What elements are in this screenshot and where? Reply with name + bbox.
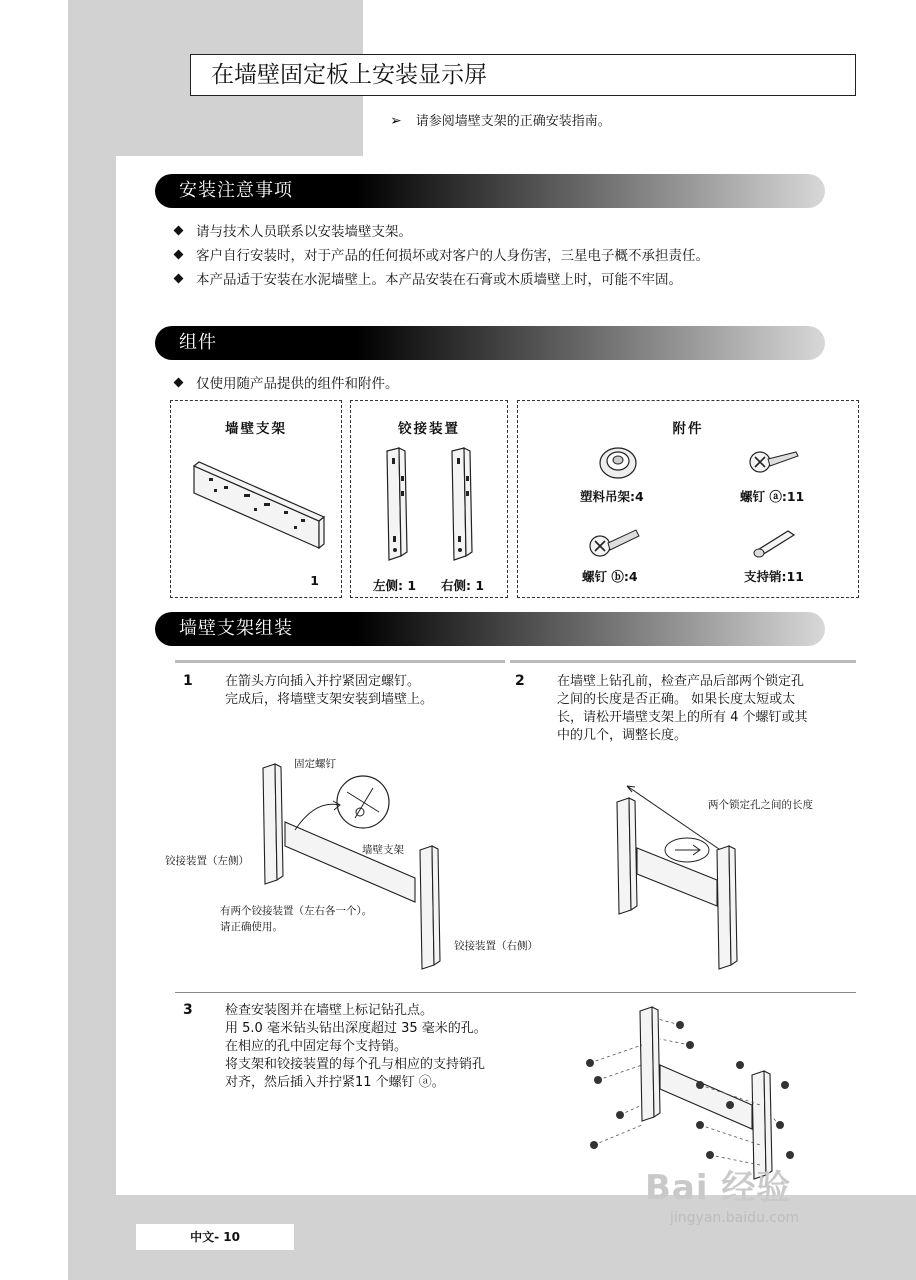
hinge-right-illustration: [444, 446, 474, 568]
step-number: 3: [183, 1002, 193, 1018]
wall-bracket-illustration: [189, 456, 329, 551]
install-note: [390, 110, 611, 129]
diamond-bullet-icon: [174, 226, 184, 236]
accessory-label: 螺钉 ⓑ:4: [582, 569, 638, 584]
baidu-watermark: Bai 经验: [645, 1168, 792, 1208]
accessory-label: 螺钉 ⓐ:11: [740, 489, 805, 504]
components-note: 仅使用随产品提供的组件和附件。: [175, 372, 399, 392]
step-separator: [175, 992, 856, 993]
diamond-bullet-icon: [174, 250, 184, 260]
baidu-watermark-url: jingyan.baidu.com: [670, 1210, 800, 1226]
label-hinge-right: 铰接装置（右侧）: [454, 940, 538, 952]
arrow-icon: ➢: [390, 113, 402, 129]
hinge-left-count: 左侧: 1: [373, 578, 417, 593]
step-number: 1: [183, 673, 193, 689]
hinge-right-count: 右侧: 1: [441, 578, 485, 593]
component-box-hinges: [350, 400, 508, 598]
step2-text: 在墙壁上钻孔前，检查产品后部两个锁定孔 之间的长度是否正确。 如果长度太短或太 长，请松开墙壁支架上的所有 4 个螺钉或其 中的几个，调整长度。: [557, 674, 808, 743]
label-hinge-note-2: 请正确使用。: [220, 921, 283, 933]
box-title: 铰接装置: [398, 421, 460, 437]
section-components-heading: 组件: [155, 326, 825, 360]
note-text: 请参阅墙壁支架的正确安装指南。: [415, 114, 611, 129]
step3-illustration: [580, 1005, 810, 1180]
step1-text: 在箭头方向插入并拧紧固定螺钉。 完成后，将墙壁支架安装到墙壁上。: [225, 674, 434, 707]
component-box-accessories: [517, 400, 859, 598]
screw-a-icon: [746, 446, 806, 482]
component-box-wall-bracket: [170, 400, 342, 598]
step-divider: [510, 660, 856, 663]
label-wall-bracket: 墙壁支架: [362, 844, 404, 856]
page-title: 在墙壁固定板上安装显示屏: [190, 54, 856, 96]
step1-illustration: [255, 760, 455, 975]
label-fixing-screw: 固定螺钉: [294, 758, 336, 770]
hinge-left-illustration: [379, 446, 409, 568]
step3-text: 检查安装图并在墙壁上标记钻孔点。 用 5.0 毫米钻头钻出深度超过 35 毫米的孔。 在相应的孔中固定每个支持销。 将支架和铰接装置的每个孔与相应的支持销孔 对齐，然后插入并拧紧11 个螺钉 ⓐ。: [225, 1003, 487, 1090]
section-precautions-heading: 安装注意事项: [155, 174, 825, 208]
label-lock-hole-distance: 两个锁定孔之间的长度: [708, 799, 813, 811]
grey-panel-left: [68, 156, 116, 1280]
diamond-bullet-icon: [174, 274, 184, 284]
box-title: 墙壁支架: [225, 421, 287, 437]
box-title: 附件: [672, 421, 704, 437]
precaution-item: 客户自行安装时，对于产品的任何损坏或对客户的人身伤害，三星电子概不承担责任。: [175, 244, 709, 264]
accessory-label: 塑料吊架:4: [580, 489, 644, 504]
precaution-item: 请与技术人员联系以安装墙壁支架。: [175, 220, 412, 240]
diamond-bullet-icon: [174, 378, 184, 388]
accessory-label: 支持销:11: [744, 569, 804, 584]
step-divider: [175, 660, 505, 663]
step-number: 2: [515, 673, 525, 689]
screw-b-icon: [586, 526, 646, 562]
wall-bracket-count: 1: [310, 573, 319, 588]
precaution-item: 本产品适于安装在水泥墙壁上。本产品安装在石膏或木质墙壁上时，可能不牢固。: [175, 268, 682, 288]
plastic-hanger-icon: [596, 441, 640, 481]
support-pin-icon: [750, 523, 800, 559]
label-hinge-left: 铰接装置（左侧）: [165, 855, 249, 867]
label-hinge-note: 有两个铰接装置（左右各一个）。: [220, 905, 373, 917]
section-assembly-heading: 墙壁支架组装: [155, 612, 825, 646]
page-number: 中文- 10: [136, 1224, 294, 1250]
